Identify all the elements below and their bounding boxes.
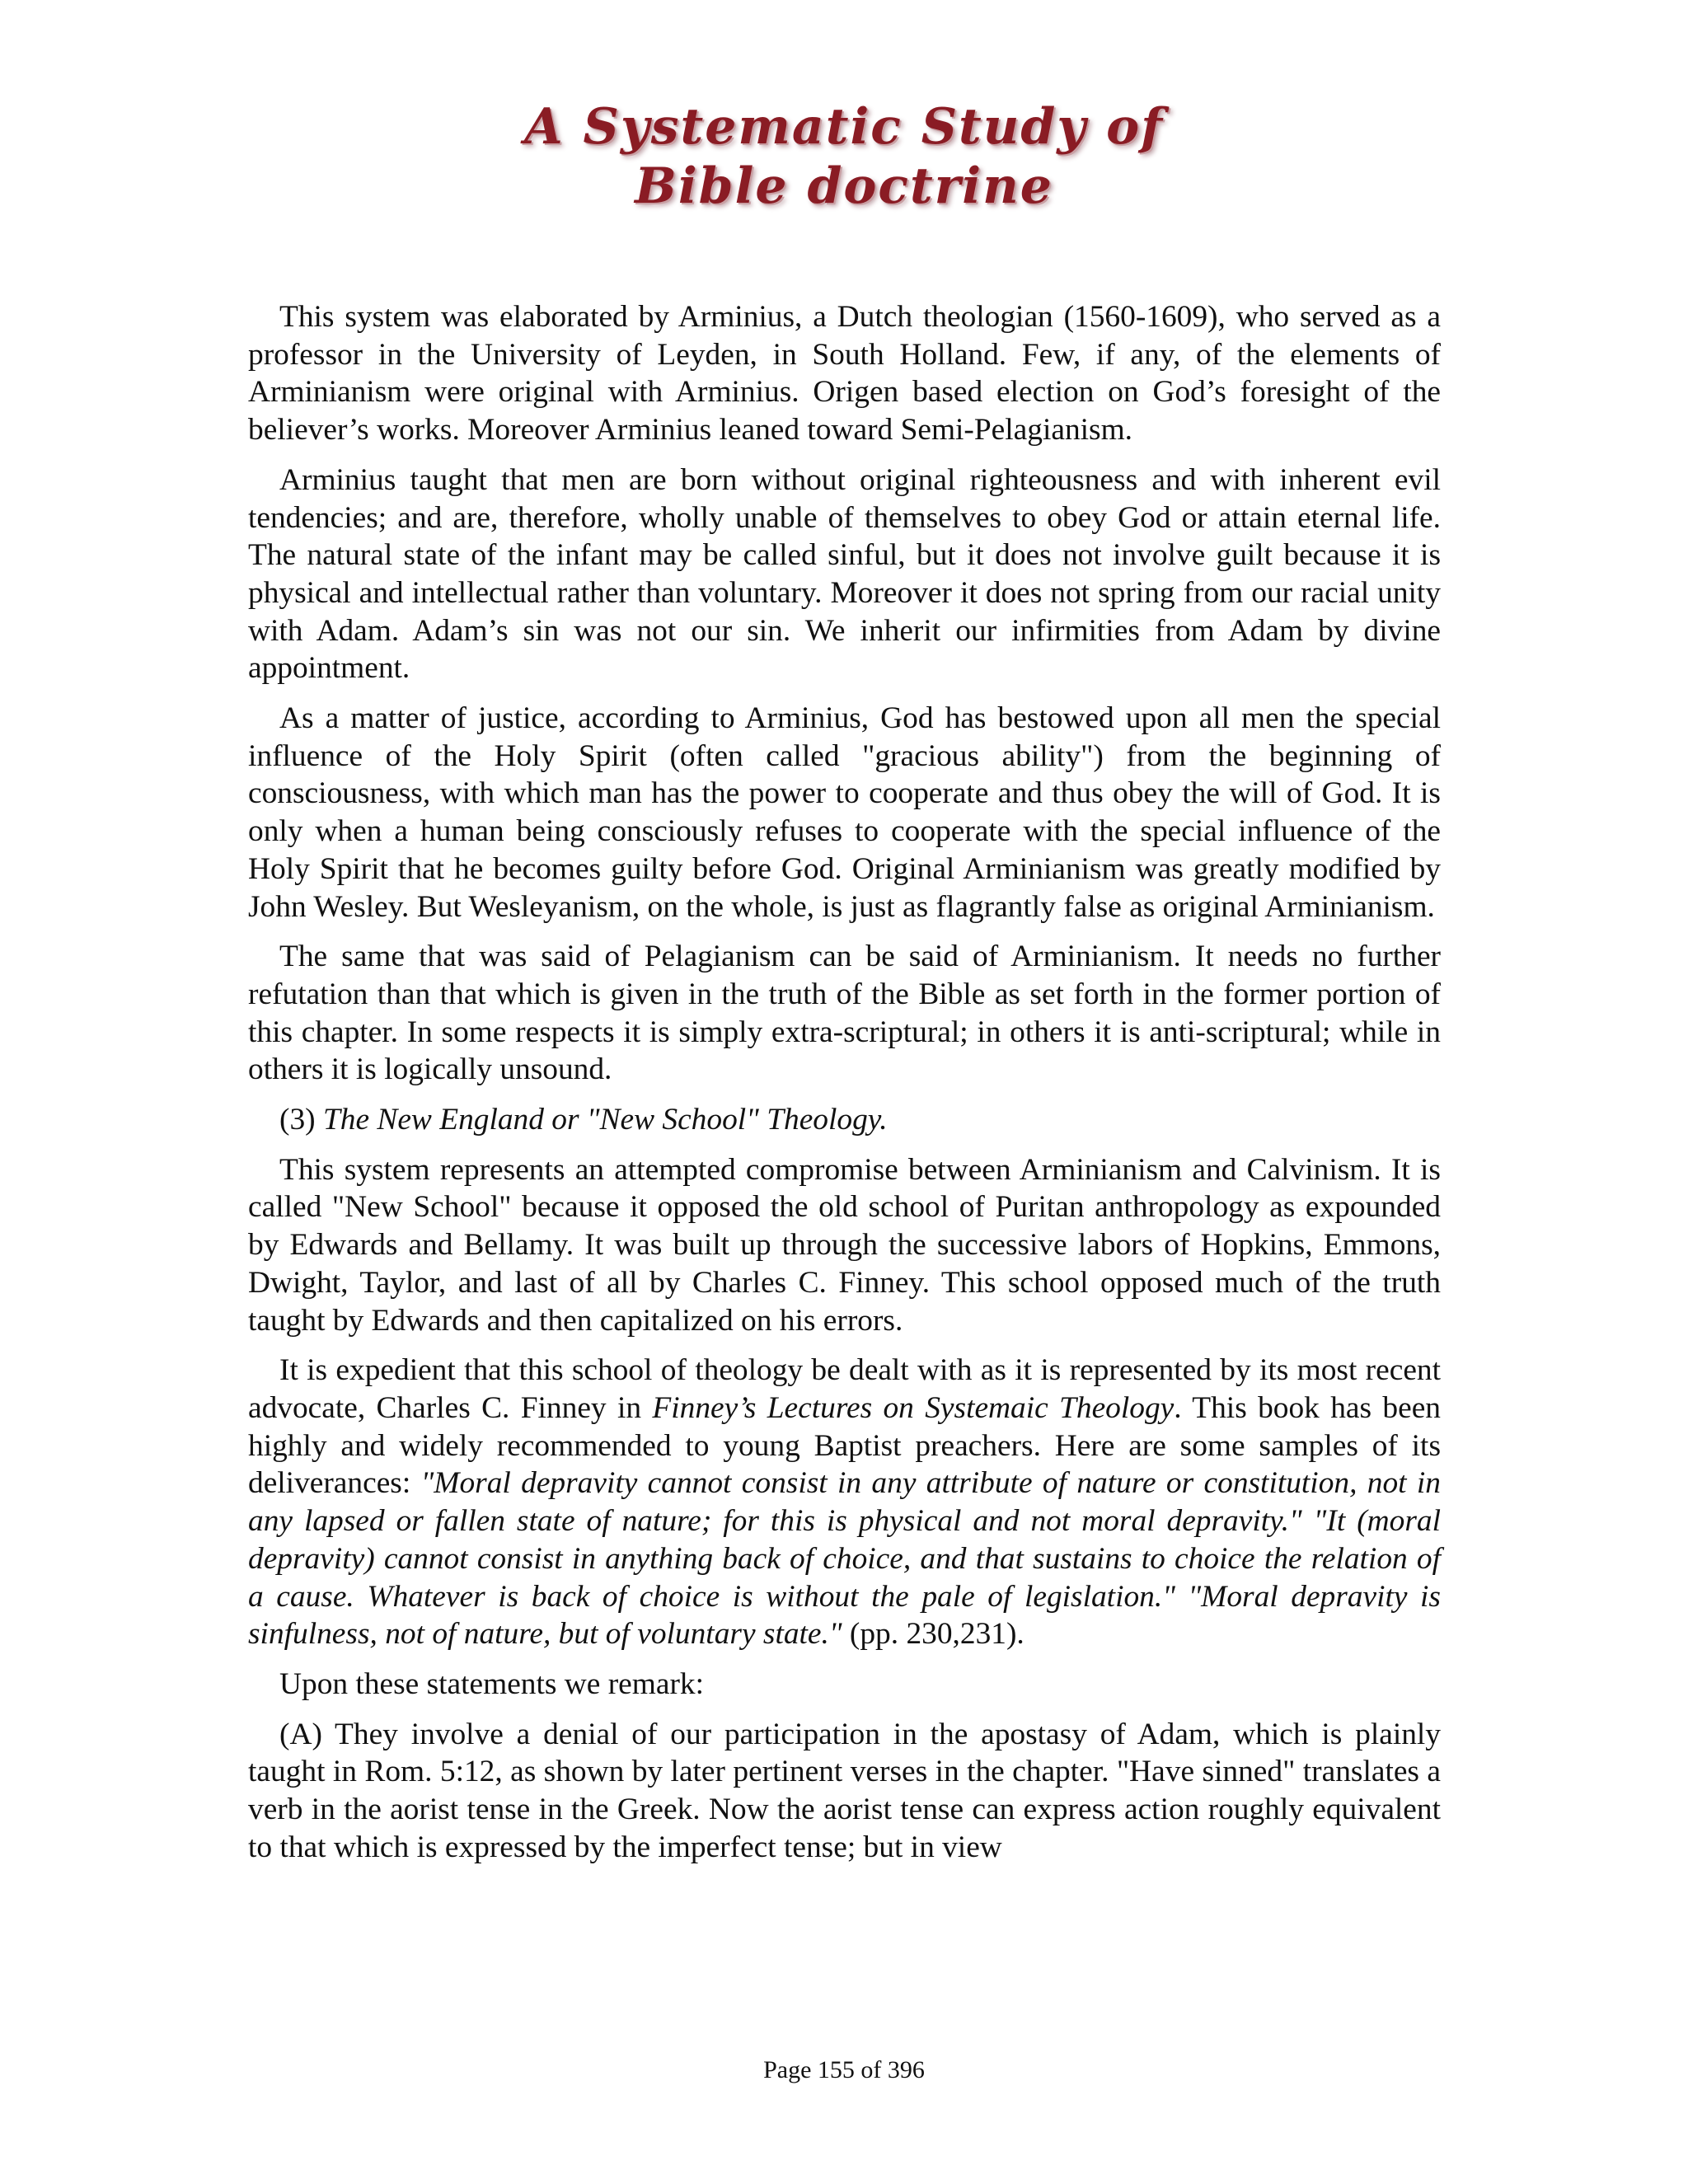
paragraph-remark-intro: Upon these statements we remark: — [279, 1666, 704, 1701]
page-number: Page 155 of 396 — [763, 2056, 925, 2083]
finney-middle-text: . This book has been highly and widely recommended to young Baptist preachers. Here are some samples of its deliverances: — [248, 1390, 1441, 1501]
book-title-line-2: Bible doctrine — [635, 157, 1053, 215]
paragraph-gracious-ability: As a matter of justice, according to Arminius, God has bestowed upon all men the special influence of the Holy Spirit (often called "gracious ability") from the beginning of consciousness, with which man has the power to cooperate and thus obey the will of God. It is only when a human being consciously refuses to cooperate with the special influence of the Holy Spirit that he becomes guilty before God. Original Arminianism was greatly modified by John Wesley. But Wesleyanism, on the whole, is just as flagrantly false as original Arminianism. — [248, 701, 1441, 924]
section-heading-new-england — [248, 1101, 1441, 1139]
book-title-line-1: A Systematic Study of — [524, 98, 1164, 156]
paragraph-arminius-history: This system was elaborated by Arminius, a Dutch theologian (1560-1609), who served as a professor in the University of Leyden, in South Holland. Few, if any, of the elements of Arminianism were original with Arminius. Origen based election on God’s foresight of the believer’s works. Moreover Arminius leaned toward Semi-Pelagianism. — [248, 300, 1441, 448]
finney-intro-text: It is expedient that this school of theology be dealt with as it is represented by its most recent advocate, Charles C. Finney in — [248, 1353, 1441, 1425]
finney-quotation: "Moral depravity cannot consist in any attribute of nature or constitution, not in any lapsed or fallen state of nature; for this is physical and not moral depravity." "It (moral depravity) cannot consist in anything back of choice, and that sustains to choice the relation of a cause. Whatever is back of choice is without the pale of legislation." "Moral depravity is sinfulness, not of nature, but of voluntary state." — [248, 1466, 1441, 1652]
section-title: The New England or "New School" Theology. — [322, 1103, 888, 1137]
book-citation: Finney’s Lectures on Systemaic Theology — [652, 1390, 1175, 1425]
page-reference: (pp. 230,231). — [842, 1617, 1025, 1652]
paragraph-arminius-teaching: Arminius taught that men are born without original righteousness and with inherent evil tendencies; and are, therefore, wholly unable of themselves to obey God or attain eternal life. The natural state of the infant may be called sinful, but it does not involve guilt because it is physical and intellectual rather than voluntary. Moreover it does not spring from our racial unity with Adam. Adam’s sin was not our sin. We inherit our infirmities from Adam by divine appointment. — [248, 462, 1441, 686]
page-body — [248, 298, 1441, 1878]
paragraph-remark-a: (A) They involve a denial of our participation in the apostasy of Adam, which is plainly taught in Rom. 5:12, as shown by later pertinent verses in the chapter. "Have sinned" translates a verb in the aorist tense in the Greek. Now the aorist tense can express action roughly equivalent to that which is expressed by the imperfect tense; but in view — [248, 1717, 1441, 1864]
paragraph-refutation: The same that was said of Pelagianism can be said of Arminianism. It needs no further refutation than that which is given in the truth of the Bible as set forth in the former portion of this chapter. In some respects it is simply extra-scriptural; in others it is anti-scriptural; while in others it is logically unsound. — [248, 940, 1441, 1087]
paragraph-new-school: This system represents an attempted compromise between Arminianism and Calvinism. It is called "New School" because it opposed the old school of Puritan anthropology as expounded by Edwards and Bellamy. It was built up through the successive labors of Hopkins, Emmons, Dwight, Taylor, and last of all by Charles C. Finney. This school opposed much of the truth taught by Edwards and then capitalized on his errors. — [248, 1152, 1441, 1338]
book-title-header — [0, 97, 1688, 216]
section-number: (3) — [279, 1103, 316, 1137]
paragraph-finney — [248, 1352, 1441, 1653]
